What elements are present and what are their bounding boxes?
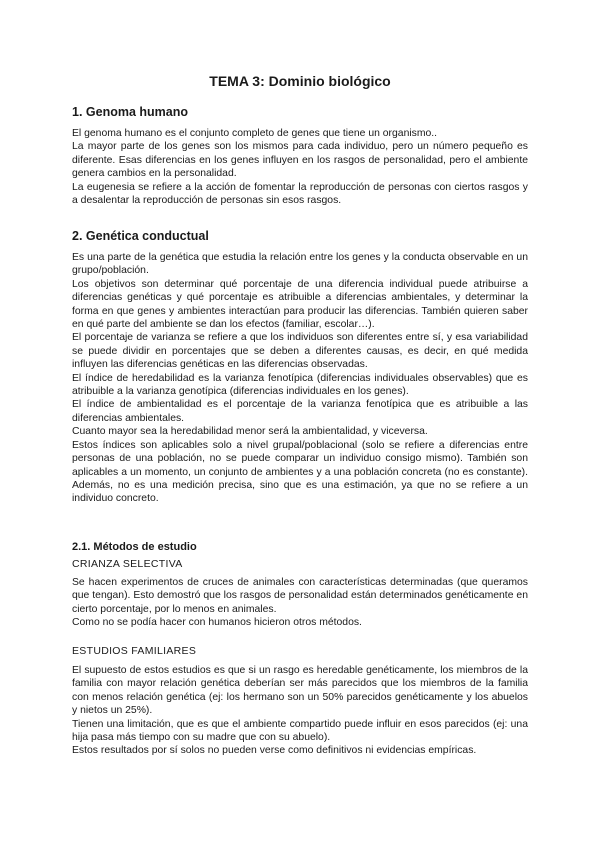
document-title: TEMA 3: Dominio biológico	[209, 73, 391, 89]
paragraph: La eugenesia se refiere a la acción de fomentar la reproducción de personas con ciertos rasgos y a desalentar la reproducción de personas sin esos rasgos.	[72, 181, 528, 207]
paragraph: El supuesto de estos estudios es que si un rasgo es heredable genéticamente, los miembros de la familia con mayor relación genética deberían ser más parecidos que los miembros de la familia con menos relación genética (ej: los hermano son un 50% parecidos genéticamente y los abuelos y nietos un 25%).	[72, 665, 528, 717]
section-heading-genetica: 2. Genética conductual	[72, 229, 209, 243]
paragraph: El índice de heredabilidad es la varianza fenotípica (diferencias individuales observables) que es atribuible a la varianza genotípica (diferencias individuales en los genes).	[72, 372, 528, 398]
paragraph: Tienen una limitación, que es que el ambiente compartido puede influir en esos parecidos (ej: una hija pasa más tiempo con su madre que con su abuelo).	[72, 718, 528, 744]
paragraph: Estos índices son aplicables solo a nivel grupal/poblacional (solo se refiere a diferencias entre personas de una población, no se puede comparar un individuo consigo mismo). También son aplicables a un momento, un conjunto de ambientes y a una población concreta (no es constante). Además, no es una medición precisa, sino que es una estimación, ya que no se refiere a un individuo concreto.	[72, 439, 528, 505]
paragraph: El índice de ambientalidad es el porcentaje de la varianza fenotípica que es atribuible a las diferencias ambientales.	[72, 399, 528, 424]
paragraph: Es una parte de la genética que estudia la relación entre los genes y la conducta observable en un grupo/población.	[72, 252, 528, 277]
topic-heading-crianza: CRIANZA SELECTIVA	[72, 558, 183, 570]
section-body-genetica	[72, 251, 528, 506]
paragraph: Se hacen experimentos de cruces de animales con características determinadas (que queramos que tengan). Esto demostró que los rasgos de personalidad están determinados genéticamente en cierto porcentaje, por lo menos en animales.	[72, 577, 528, 615]
paragraph: Como no se podía hacer con humanos hicieron otros métodos.	[72, 617, 362, 629]
topic-body-familiares	[72, 664, 528, 758]
topic-heading-familiares: ESTUDIOS FAMILIARES	[72, 645, 197, 657]
paragraph: Estos resultados por sí solos no pueden verse como definitivos ni evidencias empíricas.	[72, 745, 477, 757]
paragraph: Los objetivos son determinar qué porcentaje de una diferencia individual puede atribuirse a diferencias genéticas y qué porcentaje es atribuible a diferencias ambientales, y determinar la forma en que genes y ambientes interactúan para producir las diferencias. También quieren saber en qué parte del ambiente se dan los efectos (familiar, escolar…).	[72, 278, 528, 331]
section-heading-genoma: 1. Genoma humano	[72, 105, 188, 119]
paragraph: La mayor parte de los genes son los mismos para cada individuo, pero un número pequeño es diferente. Esas diferencias en los genes influyen en los rasgos de personalidad, pero el ambiente genera cambios en la personalidad.	[72, 141, 528, 180]
paragraph: Cuanto mayor sea la heredabilidad menor será la ambientalidad, y viceversa.	[72, 426, 428, 438]
paragraph: El genoma humano es el conjunto completo de genes que tiene un organismo..	[72, 128, 438, 139]
paragraph: El porcentaje de varianza se refiere a que los individuos son diferentes entre sí, y esa variabilidad se puede dividir en porcentajes que se deben a diferentes causas, es decir, en qué medida influyen las diferencias genéticas en las diferencias observadas.	[72, 332, 528, 371]
section-body-genoma	[72, 127, 528, 207]
subsection-heading-metodos: 2.1. Métodos de estudio	[72, 541, 197, 553]
topic-body-crianza	[72, 576, 528, 630]
